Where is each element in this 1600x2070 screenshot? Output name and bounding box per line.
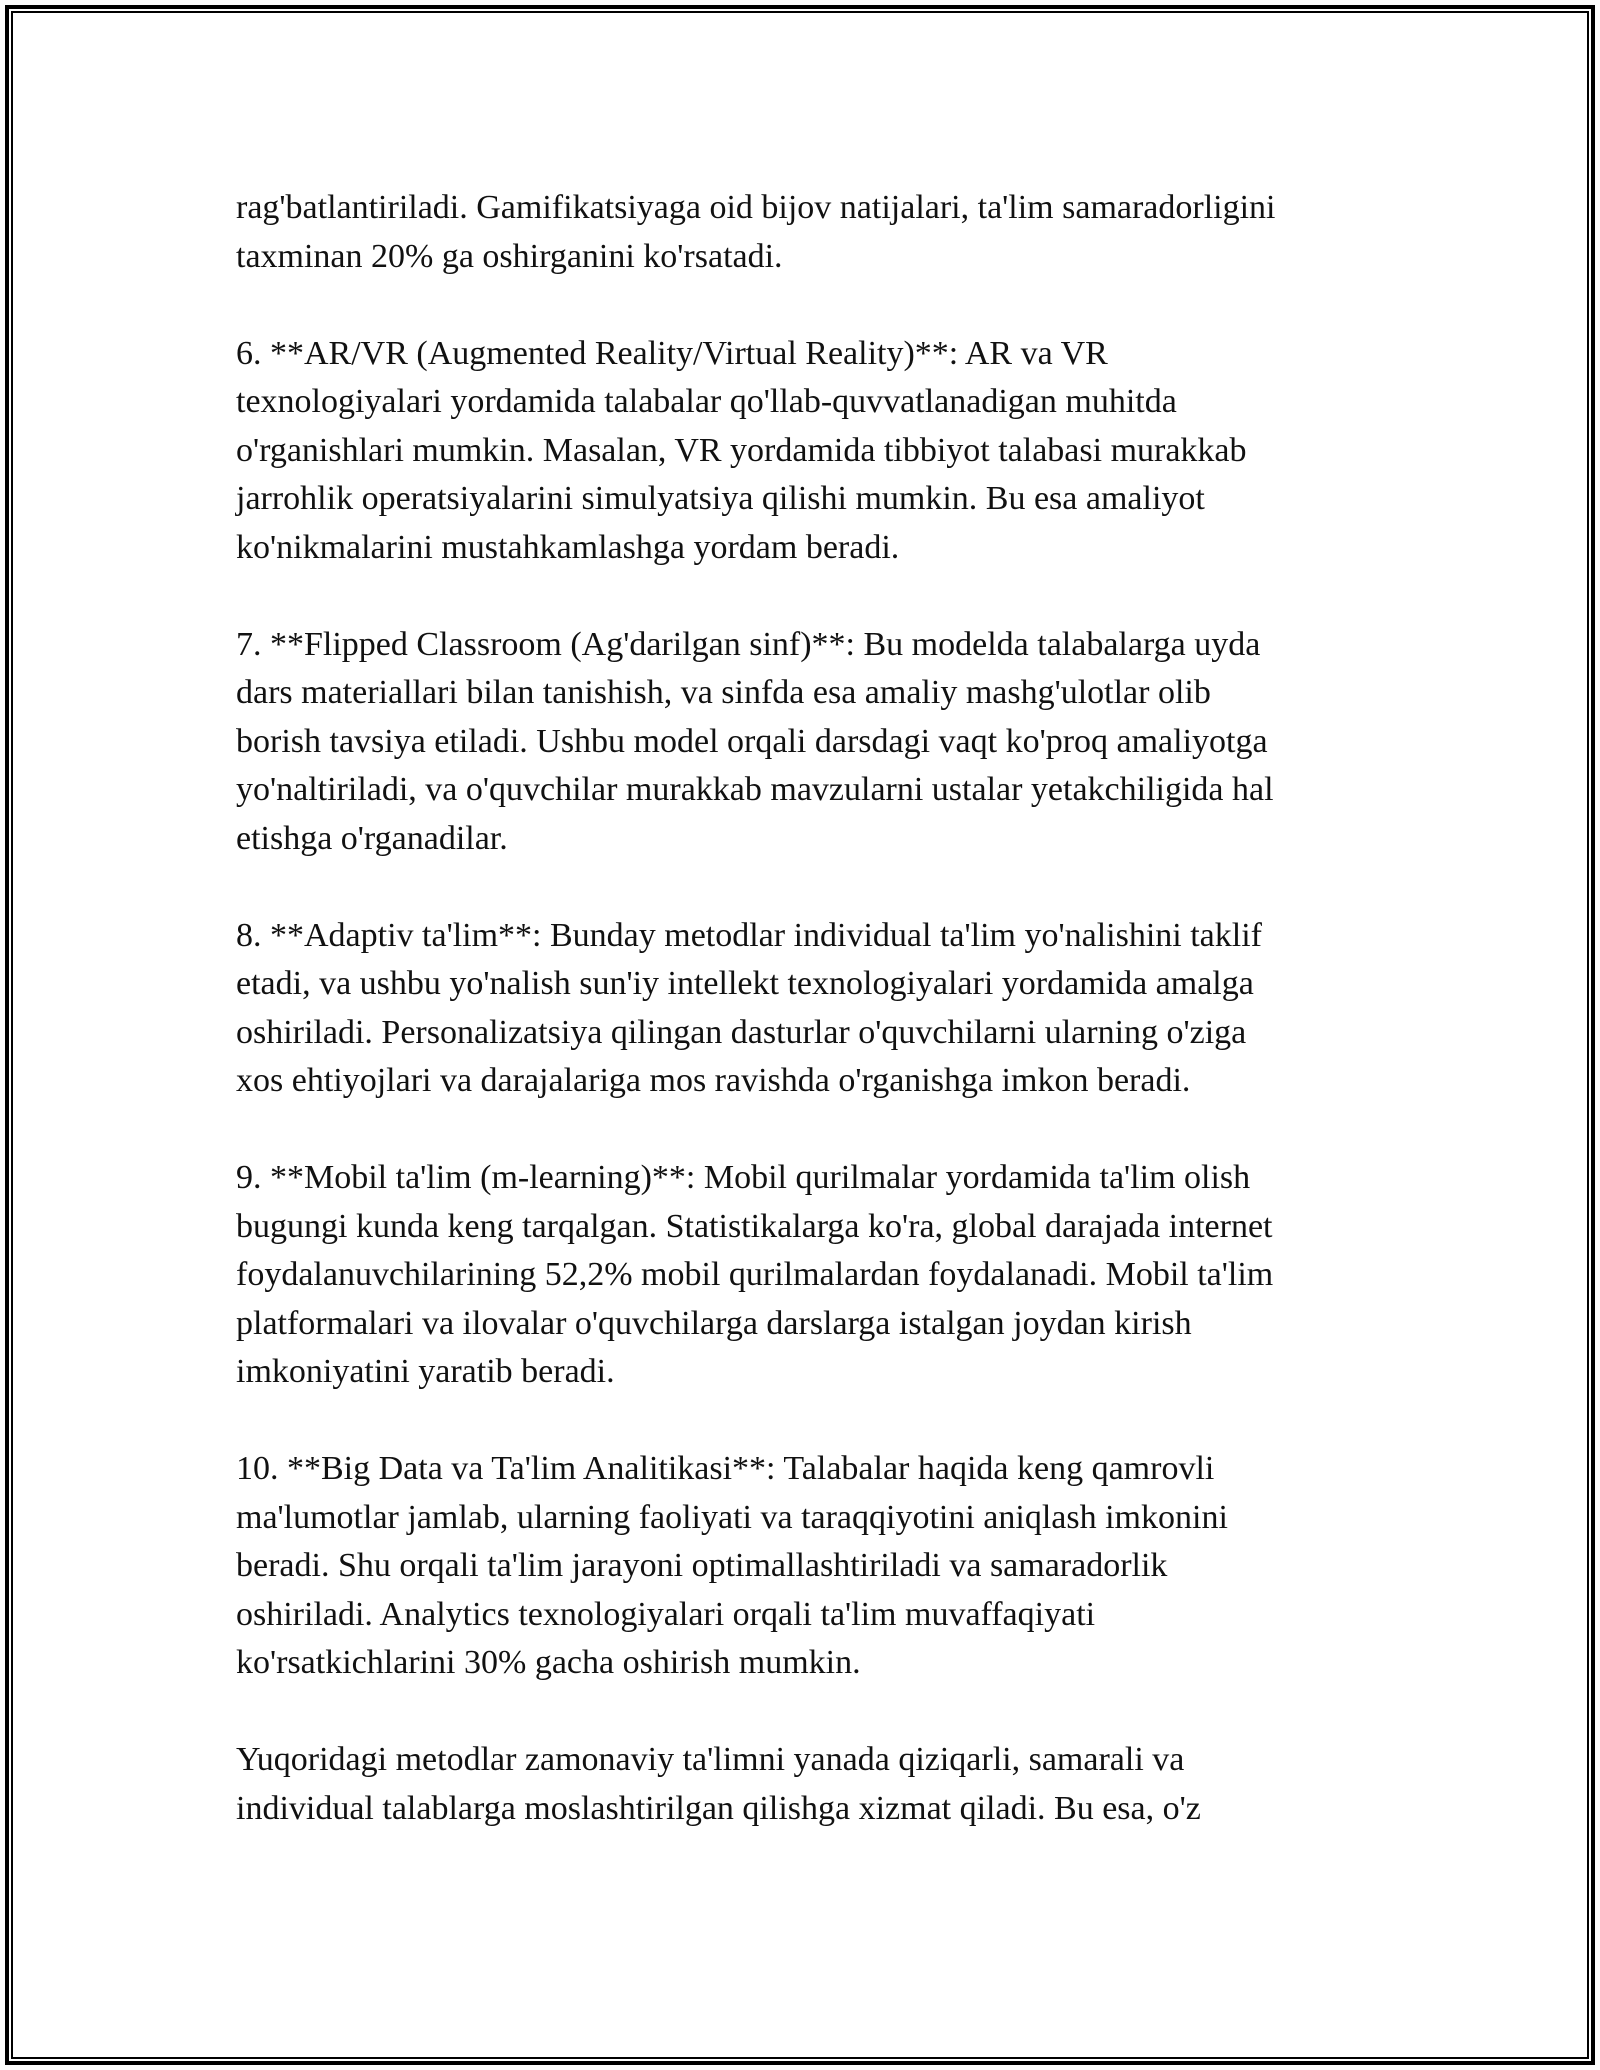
paragraph-gamification-continued: rag'batlantiriladi. Gamifikatsiyaga oid bijov natijalari, ta'lim samaradorligini taxminan 20% ga oshirganini ko'rsatadi. [236, 189, 1276, 275]
document-body [236, 184, 1416, 1833]
paragraph-big-data: 10. **Big Data va Ta'lim Analitikasi**: Talabalar haqida keng qamrovli ma'lumotlar jamlab, ularning faoliyati va taraqqiyotini aniqlash imkonini beradi. Shu orqali ta'lim jarayoni optimallashtiriladi va samaradorlik oshiriladi. Analytics texnologiyalari orqali ta'lim muvaffaqiyati ko'rsatkichlarini 30% gacha oshirish mumkin. [236, 1450, 1228, 1681]
paragraph-adaptive-learning: 8. **Adaptiv ta'lim**: Bunday metodlar individual ta'lim yo'nalishini taklif etadi, va ushbu yo'nalish sun'iy intellekt texnologiyalari yordamida amalga oshiriladi. Personalizatsiya qilingan dasturlar o'quvchilarni ularning o'ziga xos ehtiyojlari va darajalariga mos ravishda o'rganishga imkon beradi. [236, 916, 1262, 1099]
paragraph-ar-vr: 6. **AR/VR (Augmented Reality/Virtual Reality)**: AR va VR texnologiyalari yordamida talabalar qo'llab-quvvatlanadigan muhitda o'rganishlari mumkin. Masalan, VR yordamida tibbiyot talabasi murakkab jarrohlik operatsiyalarini simulyatsiya qilishi mumkin. Bu esa amaliyot ko'nikmalarini mustahkamlashga yordam beradi. [236, 334, 1247, 566]
paragraph-conclusion: Yuqoridagi metodlar zamonaviy ta'limni yanada qiziqarli, samarali va individual talablarga moslashtirilgan qilishga xizmat qiladi. Bu esa, o'z [236, 1741, 1201, 1827]
paragraph-flipped-classroom: 7. **Flipped Classroom (Ag'darilgan sinf)**: Bu modelda talabalarga uyda dars materiallari bilan tanishish, va sinfda esa amaliy mashg'ulotlar olib borish tavsiya etiladi. Ushbu model orqali darsdagi vaqt ko'proq amaliyotga yo'naltiriladi, va o'quvchilar murakkab mavzularni ustalar yetakchiligida hal etishga o'rganadilar. [236, 625, 1274, 857]
paragraph-mobile-learning: 9. **Mobil ta'lim (m-learning)**: Mobil qurilmalar yordamida ta'lim olish bugungi kunda keng tarqalgan. Statistikalarga ko'ra, global darajada internet foydalanuvchilarining 52,2% mobil qurilmalardan foydalanadi. Mobil ta'lim platformalari va ilovalar o'quvchilarga darslarga istalgan joydan kirish imkoniyatini yaratib beradi. [236, 1159, 1274, 1390]
